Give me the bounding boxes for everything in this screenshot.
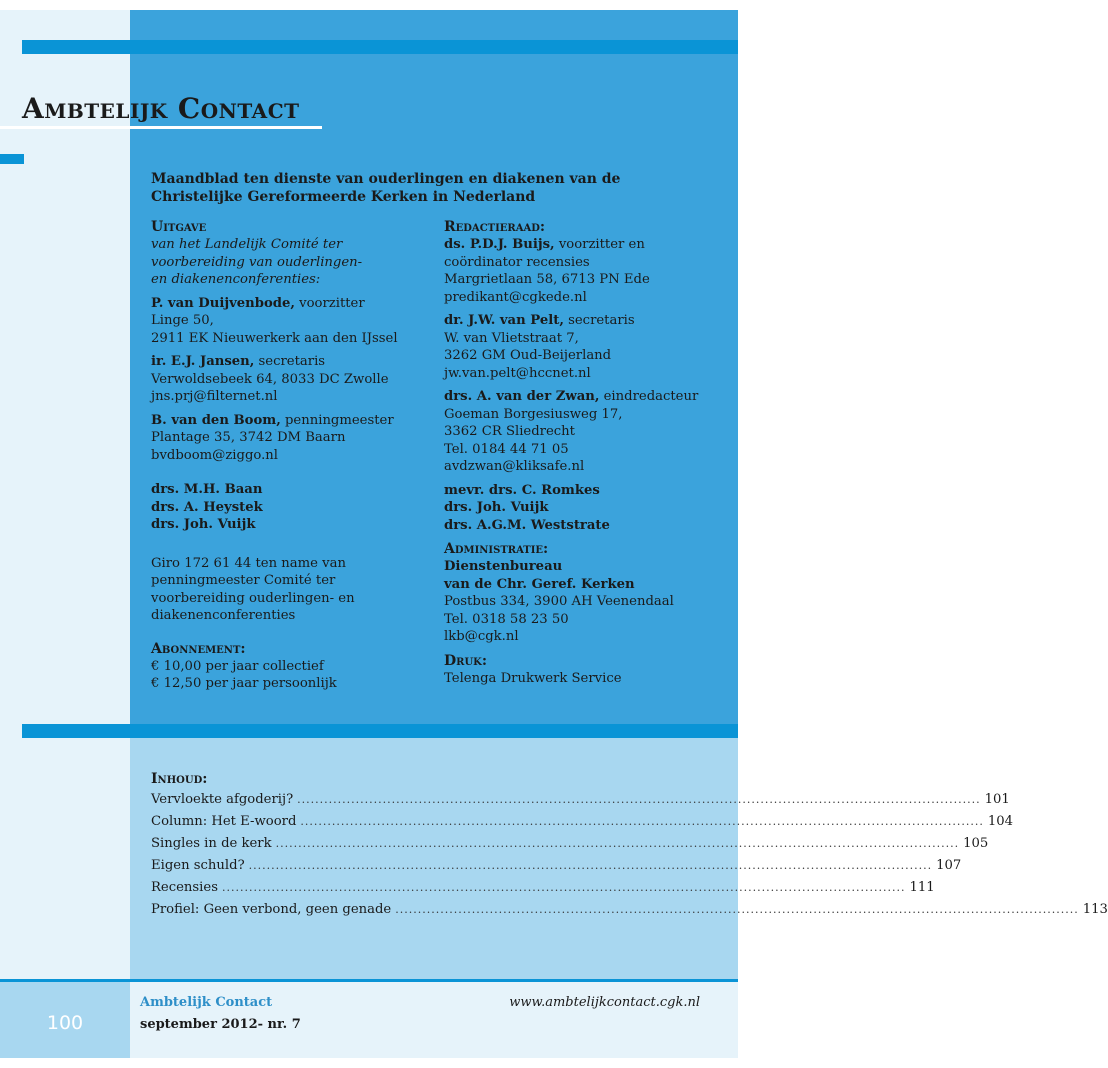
magazine-subtitle <box>151 170 671 206</box>
person-role: voorzitter en <box>554 237 645 252</box>
printer-name: Telenga Drukwerk Service <box>444 670 622 686</box>
email-line: bvdboom@ziggo.nl <box>151 447 279 463</box>
toc-item[interactable] <box>151 902 1108 924</box>
uitgave-heading: Uitgave <box>151 219 207 235</box>
administratie-heading: Administratie: <box>444 541 549 557</box>
subtitle-line: Christelijke Gereformeerde Kerken in Nederland <box>151 189 536 205</box>
toc-item-page: 107 <box>936 858 962 873</box>
office-name: van de Chr. Geref. Kerken <box>444 576 635 592</box>
abonnement-block <box>151 640 431 693</box>
toc-item-title: Recensies <box>151 880 218 895</box>
person-role: secretaris <box>254 354 326 369</box>
address-line: 3362 CR Sliedrecht <box>444 424 575 439</box>
toc-item[interactable] <box>151 814 1014 836</box>
toc-leader: ........................................................................................................................................................ <box>297 793 981 806</box>
address-line: coördinator recensies <box>444 254 590 270</box>
person-role: voorzitter <box>294 295 365 311</box>
price-line: € 12,50 per jaar persoonlijk <box>151 676 337 691</box>
toc-item[interactable] <box>151 880 935 902</box>
person-name: ir. E.J. Jansen, <box>151 354 255 369</box>
email-line: lkb@cgk.nl <box>444 629 519 644</box>
person-role: penningmeester <box>280 412 394 428</box>
druk-heading: Druk: <box>444 652 488 669</box>
address-line: Postbus 334, 3900 AH Veenendaal <box>444 594 674 609</box>
toc-heading: Inhoud: <box>151 771 208 787</box>
administratie-block <box>444 540 734 646</box>
person-block <box>444 312 734 382</box>
uitgave-column <box>151 218 431 693</box>
email-line: jns.prj@filternet.nl <box>151 389 278 404</box>
giro-line: voorbereiding ouderlingen- en <box>151 590 355 606</box>
table-of-contents <box>151 770 1108 924</box>
toc-item-page: 113 <box>1082 902 1108 917</box>
phone-line: Tel. 0318 58 23 50 <box>444 611 569 627</box>
address-line: Linge 50, <box>151 313 214 328</box>
abonnement-heading: Abonnement: <box>151 640 246 657</box>
address-line: 2911 EK Nieuwerkerk aan den IJssel <box>151 330 398 346</box>
member-name: drs. Joh. Vuijk <box>444 500 549 515</box>
phone-line: Tel. 0184 44 71 05 <box>444 441 569 457</box>
person-role: secretaris <box>563 313 635 328</box>
person-name: drs. A. van der Zwan, <box>444 389 600 404</box>
toc-leader: ........................................................................................................................................................ <box>275 837 960 850</box>
member-name: drs. Joh. Vuijk <box>151 517 256 532</box>
description-line: voorbereiding van ouderlingen- <box>151 254 363 270</box>
person-block <box>151 353 431 406</box>
title-underline <box>0 126 322 129</box>
subtitle-line: Maandblad ten dienste van ouderlingen en diakenen van de <box>151 171 621 187</box>
address-line: Verwoldsebeek 64, 8033 DC Zwolle <box>151 371 389 387</box>
toc-leader: ........................................................................................................................................................ <box>248 859 933 872</box>
uitgave-description <box>151 236 431 289</box>
description-line: van het Landelijk Comité ter <box>151 237 343 252</box>
description-line: en diakenenconferenties: <box>151 272 321 287</box>
address-line: Goeman Borgesiusweg 17, <box>444 406 623 422</box>
giro-line: diakenenconferenties <box>151 608 296 623</box>
person-block <box>151 295 431 348</box>
person-name: ds. P.D.J. Buijs, <box>444 237 555 252</box>
member-name: drs. A.G.M. Weststrate <box>444 517 610 533</box>
left-margin-strip <box>0 10 130 1058</box>
toc-leader: ........................................................................................................................................................ <box>221 881 906 894</box>
price-line: € 10,00 per jaar collectief <box>151 658 324 674</box>
giro-line: penningmeester Comité ter <box>151 573 336 588</box>
person-name: B. van den Boom, <box>151 412 281 428</box>
committee-members <box>151 481 431 534</box>
person-role: eindredacteur <box>599 389 699 404</box>
email-line: jw.van.pelt@hccnet.nl <box>444 365 591 381</box>
toc-leader: ........................................................................................................................................................ <box>300 815 984 828</box>
toc-item-page: 105 <box>963 836 989 851</box>
giro-line: Giro 172 61 44 ten name van <box>151 555 346 571</box>
druk-block <box>444 652 734 688</box>
toc-item[interactable] <box>151 836 989 858</box>
footer-journal-name: Ambtelijk Contact <box>140 995 273 1010</box>
email-line: predikant@cgkede.nl <box>444 289 587 305</box>
side-tab <box>0 154 24 164</box>
address-line: Plantage 35, 3742 DM Baarn <box>151 430 346 445</box>
giro-info <box>151 555 431 625</box>
person-block <box>444 236 734 306</box>
editorial-members <box>444 482 734 535</box>
middle-rule <box>22 724 738 738</box>
member-name: drs. A. Heystek <box>151 499 263 515</box>
office-name: Dienstenbureau <box>444 559 563 574</box>
page-number: 100 <box>46 1012 84 1034</box>
toc-item[interactable] <box>151 858 962 880</box>
address-line: 3262 GM Oud-Beijerland <box>444 348 612 363</box>
toc-item-title: Singles in de kerk <box>151 836 272 851</box>
member-name: mevr. drs. C. Romkes <box>444 482 600 498</box>
footer-issue: september 2012- nr. 7 <box>140 1017 301 1032</box>
footer-website-link[interactable]: www.ambtelijkcontact.cgk.nl <box>509 995 700 1010</box>
magazine-title: Ambtelijk Contact <box>22 92 300 125</box>
toc-item-page: 111 <box>909 880 935 895</box>
toc-leader: ........................................................................................................................................................ <box>395 903 1079 916</box>
toc-item-page: 104 <box>987 814 1014 829</box>
toc-item-title: Profiel: Geen verbond, geen genade <box>151 902 392 917</box>
toc-item-title: Column: Het E-woord <box>151 814 297 829</box>
toc-item-title: Vervloekte afgoderij? <box>151 792 294 807</box>
address-line: Margrietlaan 58, 6713 PN Ede <box>444 272 650 287</box>
person-block <box>151 412 431 465</box>
person-name: dr. J.W. van Pelt, <box>444 313 564 328</box>
toc-item-page: 101 <box>984 792 1010 807</box>
top-rule <box>22 40 738 54</box>
redactieraad-column <box>444 218 734 687</box>
address-line: W. van Vlietstraat 7, <box>444 330 579 346</box>
email-line: avdzwan@kliksafe.nl <box>444 459 585 474</box>
person-block <box>444 388 734 476</box>
toc-item[interactable] <box>151 792 1010 814</box>
redactieraad-heading: Redactieraad: <box>444 219 546 235</box>
toc-item-title: Eigen schuld? <box>151 858 245 873</box>
member-name: drs. M.H. Baan <box>151 482 263 497</box>
person-name: P. van Duijvenbode, <box>151 295 295 311</box>
